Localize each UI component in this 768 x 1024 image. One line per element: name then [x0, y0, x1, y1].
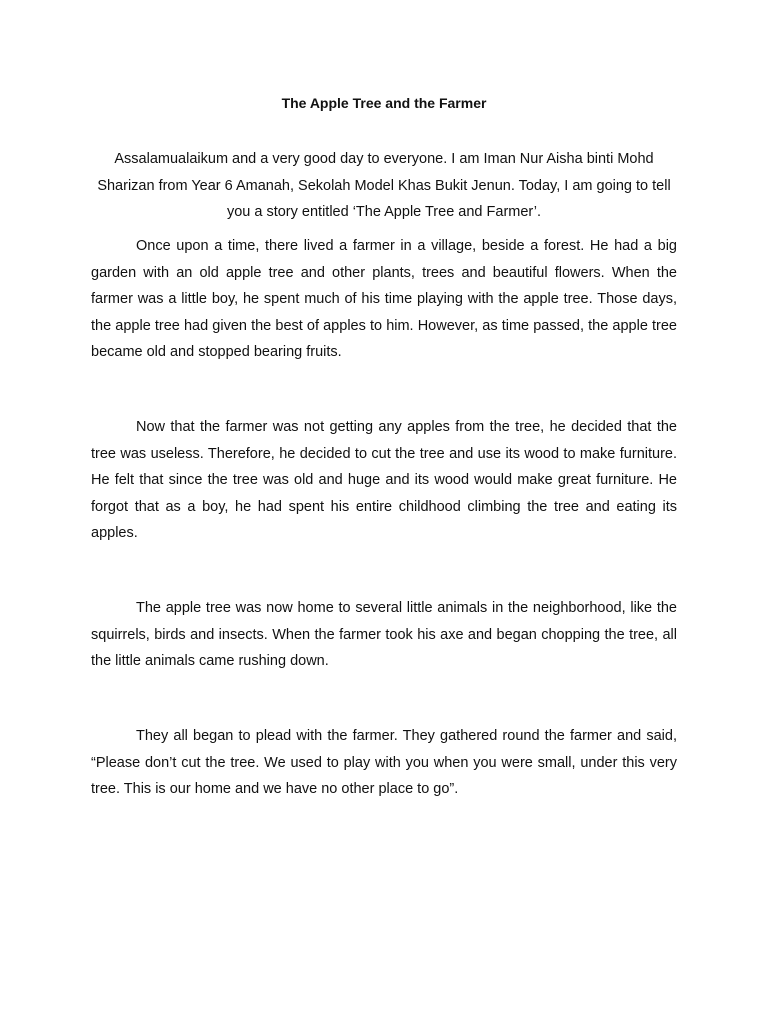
- story-paragraph-1: Once upon a time, there lived a farmer in a village, beside a forest. He had a big garden with an old apple tree and other plants, trees and beautiful flowers. When the farmer was a little boy, he spent much of his time playing with the apple tree. Those days, the apple tree had given the best of apples to him. However, as time passed, the apple tree became old and stopped bearing fruits.: [91, 238, 677, 360]
- story-paragraph-3: The apple tree was now home to several little animals in the neighborhood, like the squirrels, birds and insects. When the farmer took his axe and began chopping the tree, all the little animals came rushing down.: [91, 600, 677, 669]
- story-paragraph-4: They all began to plead with the farmer. They gathered round the farmer and said, “Please don’t cut the tree. We used to play with you when you were small, under this very tree. This is our home and we have no other place to go”.: [91, 728, 677, 797]
- document-title: The Apple Tree and the Farmer: [281, 95, 487, 111]
- intro-paragraph: Assalamualaikum and a very good day to everyone. I am Iman Nur Aisha binti Mohd Sharizan from Year 6 Amanah, Sekolah Model Khas Bukit Jenun. Today, I am going to tell you a story entitled ‘The Apple Tree and Farmer’.: [97, 151, 671, 220]
- story-paragraph-2: Now that the farmer was not getting any apples from the tree, he decided that the tree was useless. Therefore, he decided to cut the tree and use its wood to make furniture. He felt that since the tree was old and huge and its wood would make great furniture. He forgot that as a boy, he had spent his entire childhood climbing the tree and eating its apples.: [91, 419, 677, 541]
